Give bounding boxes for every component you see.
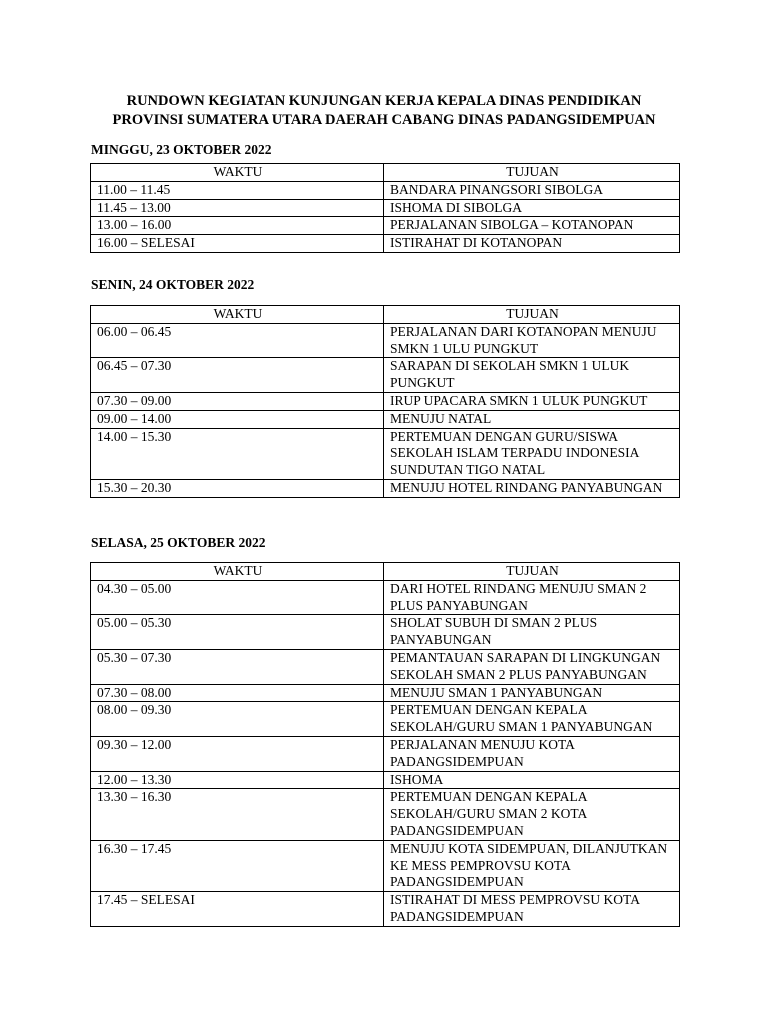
schedule-table-tuesday — [90, 562, 680, 927]
schedule-table-sunday — [90, 163, 680, 253]
table-row — [91, 702, 680, 737]
table-body — [91, 323, 680, 497]
header-waktu: WAKTU — [91, 164, 384, 182]
time-cell: 12.00 – 13.30 — [91, 771, 384, 789]
time-cell: 07.30 – 08.00 — [91, 684, 384, 702]
time-cell: 05.00 – 05.30 — [91, 615, 384, 650]
day-heading-monday: SENIN, 24 OKTOBER 2022 — [91, 277, 255, 292]
time-cell: 08.00 – 09.30 — [91, 702, 384, 737]
title-line-1: RUNDOWN KEGIATAN KUNJUNGAN KERJA KEPALA DINAS PENDIDIKAN — [126, 93, 642, 109]
document-title — [0, 92, 768, 130]
table-row — [91, 771, 680, 789]
destination-cell: PERTEMUAN DENGAN GURU/SISWA SEKOLAH ISLAM TERPADU INDONESIA SUNDUTAN TIGO NATAL — [384, 428, 680, 479]
time-cell: 11.00 – 11.45 — [91, 181, 384, 199]
time-cell: 15.30 – 20.30 — [91, 479, 384, 497]
destination-cell: PERJALANAN SIBOLGA – KOTANOPAN — [384, 217, 680, 235]
header-tujuan: TUJUAN — [384, 306, 680, 324]
time-cell: 13.00 – 16.00 — [91, 217, 384, 235]
table-row — [91, 892, 680, 927]
time-cell: 13.30 – 16.30 — [91, 789, 384, 840]
destination-cell: PERTEMUAN DENGAN KEPALA SEKOLAH/GURU SMAN 1 PANYABUNGAN — [384, 702, 680, 737]
table-row — [91, 789, 680, 840]
time-cell: 16.30 – 17.45 — [91, 840, 384, 891]
table-row — [91, 428, 680, 479]
header-waktu: WAKTU — [91, 563, 384, 581]
table-row — [91, 580, 680, 615]
table-header-row — [91, 306, 680, 324]
day-heading-tuesday: SELASA, 25 OKTOBER 2022 — [91, 535, 266, 550]
table-row — [91, 217, 680, 235]
destination-cell: MENUJU SMAN 1 PANYABUNGAN — [384, 684, 680, 702]
header-tujuan: TUJUAN — [384, 563, 680, 581]
destination-cell: MENUJU HOTEL RINDANG PANYABUNGAN — [384, 479, 680, 497]
schedule-table-monday — [90, 305, 680, 498]
destination-cell: ISHOMA DI SIBOLGA — [384, 199, 680, 217]
time-cell: 09.00 – 14.00 — [91, 410, 384, 428]
day-heading-sunday: MINGGU, 23 OKTOBER 2022 — [91, 142, 272, 157]
table-row — [91, 615, 680, 650]
time-cell: 11.45 – 13.00 — [91, 199, 384, 217]
title-line-2: PROVINSI SUMATERA UTARA DAERAH CABANG DINAS PADANGSIDEMPUAN — [112, 112, 656, 128]
table-row — [91, 392, 680, 410]
destination-cell: PERTEMUAN DENGAN KEPALA SEKOLAH/GURU SMAN 2 KOTA PADANGSIDEMPUAN — [384, 789, 680, 840]
time-cell: 05.30 – 07.30 — [91, 649, 384, 684]
table-row — [91, 649, 680, 684]
table-row — [91, 840, 680, 891]
header-tujuan: TUJUAN — [384, 164, 680, 182]
table-row — [91, 181, 680, 199]
destination-cell: MENUJU NATAL — [384, 410, 680, 428]
destination-cell: DARI HOTEL RINDANG MENUJU SMAN 2 PLUS PANYABUNGAN — [384, 580, 680, 615]
destination-cell: MENUJU KOTA SIDEMPUAN, DILANJUTKAN KE MESS PEMPROVSU KOTA PADANGSIDEMPUAN — [384, 840, 680, 891]
time-cell: 06.45 – 07.30 — [91, 358, 384, 393]
table-header-row — [91, 563, 680, 581]
table-row — [91, 358, 680, 393]
destination-cell: ISTIRAHAT DI MESS PEMPROVSU KOTA PADANGSIDEMPUAN — [384, 892, 680, 927]
table-row — [91, 323, 680, 358]
table-row — [91, 736, 680, 771]
time-cell: 09.30 – 12.00 — [91, 736, 384, 771]
destination-cell: BANDARA PINANGSORI SIBOLGA — [384, 181, 680, 199]
destination-cell: SHOLAT SUBUH DI SMAN 2 PLUS PANYABUNGAN — [384, 615, 680, 650]
table-row — [91, 199, 680, 217]
time-cell: 06.00 – 06.45 — [91, 323, 384, 358]
destination-cell: PEMANTAUAN SARAPAN DI LINGKUNGAN SEKOLAH SMAN 2 PLUS PANYABUNGAN — [384, 649, 680, 684]
destination-cell: ISHOMA — [384, 771, 680, 789]
time-cell: 04.30 – 05.00 — [91, 580, 384, 615]
destination-cell: SARAPAN DI SEKOLAH SMKN 1 ULUK PUNGKUT — [384, 358, 680, 393]
table-header-row — [91, 164, 680, 182]
destination-cell: PERJALANAN MENUJU KOTA PADANGSIDEMPUAN — [384, 736, 680, 771]
destination-cell: PERJALANAN DARI KOTANOPAN MENUJU SMKN 1 ULU PUNGKUT — [384, 323, 680, 358]
destination-cell: IRUP UPACARA SMKN 1 ULUK PUNGKUT — [384, 392, 680, 410]
table-body — [91, 181, 680, 252]
header-waktu: WAKTU — [91, 306, 384, 324]
time-cell: 14.00 – 15.30 — [91, 428, 384, 479]
table-row — [91, 410, 680, 428]
table-row — [91, 684, 680, 702]
destination-cell: ISTIRAHAT DI KOTANOPAN — [384, 235, 680, 253]
table-row — [91, 479, 680, 497]
table-row — [91, 235, 680, 253]
time-cell: 16.00 – SELESAI — [91, 235, 384, 253]
time-cell: 17.45 – SELESAI — [91, 892, 384, 927]
table-body — [91, 580, 680, 926]
time-cell: 07.30 – 09.00 — [91, 392, 384, 410]
